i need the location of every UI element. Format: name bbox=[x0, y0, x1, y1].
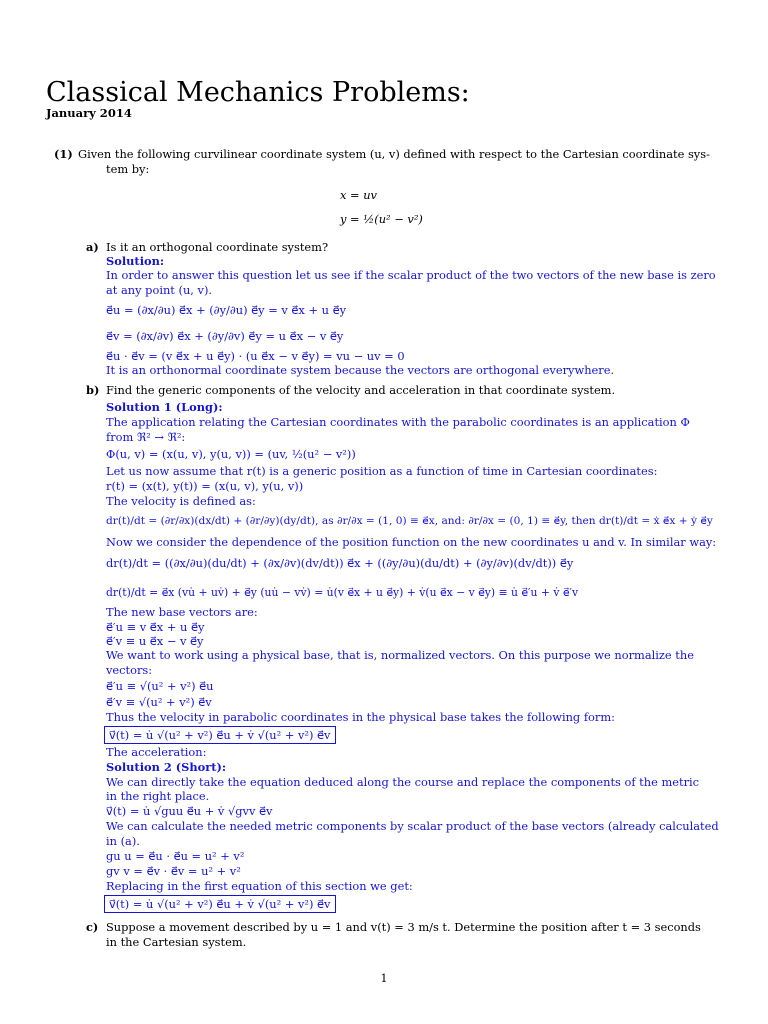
solution2-line: Replacing in the first equation of this section we get: bbox=[106, 879, 413, 893]
part-c-line1: Suppose a movement described by u = 1 and v(t) = 3 m/s t. Determine the position after t = 3 seconds bbox=[106, 920, 701, 934]
solution2-line: gu u = e⃗u · e⃗u = u² + v² bbox=[106, 849, 245, 863]
equation-x: x = uv bbox=[340, 188, 377, 202]
part-a-line: e⃗u · e⃗v = (v e⃗x + u e⃗y) · (u e⃗x − v e⃗y) = vu − uv = 0 bbox=[106, 349, 405, 363]
solution1-line: dr(t)/dt = (∂r/∂x)(dx/dt) + (∂r/∂y)(dy/dt), as ∂r/∂x = (1, 0) ≡ e⃗x, and: ∂r/∂x = (0, 1) ≡ e⃗y, then dr(t)/dt = ẋ e⃗x + ẏ e⃗y bbox=[106, 515, 713, 527]
solution1-line: e⃗′v ≡ u e⃗x − v e⃗y bbox=[106, 634, 204, 648]
page-number: 1 bbox=[380, 972, 388, 985]
part-a-line: In order to answer this question let us see if the scalar product of the two vectors of the new base is zero bbox=[106, 268, 716, 282]
problem-statement-line2: tem by: bbox=[106, 162, 150, 176]
solution2-line: in the right place. bbox=[106, 789, 210, 803]
part-a-label: a) bbox=[86, 240, 99, 254]
problem-statement-line1: Given the following curvilinear coordinate system (u, v) defined with respect to the Cartesian coordinate sys- bbox=[78, 147, 710, 161]
part-a-line: e⃗u = (∂x/∂u) e⃗x + (∂y/∂u) e⃗y = v e⃗x + u e⃗y bbox=[106, 303, 347, 317]
solution1-line: r(t) = (x(t), y(t)) = (x(u, v), y(u, v)) bbox=[106, 479, 304, 493]
solution1-line: e⃗′u ≡ v e⃗x + u e⃗y bbox=[106, 620, 205, 634]
page-date: January 2014 bbox=[46, 106, 132, 120]
solution1-line: The application relating the Cartesian coordinates with the parabolic coordinates is an application Φ bbox=[106, 415, 690, 429]
solution2-label: Solution 2 (Short): bbox=[106, 760, 227, 774]
solution1-line: dr(t)/dt = ((∂x/∂u)(du/dt) + (∂x/∂v)(dv/dt)) e⃗x + ((∂y/∂u)(du/dt) + (∂y/∂v)(dv/dt)) e⃗y bbox=[106, 556, 574, 570]
page-title: Classical Mechanics Problems: bbox=[46, 77, 470, 108]
part-a-question: Is it an orthogonal coordinate system? bbox=[106, 240, 329, 254]
part-b-label: b) bbox=[86, 383, 100, 397]
solution1-line: from ℜ² → ℜ²: bbox=[106, 430, 186, 444]
part-c-label: c) bbox=[86, 920, 99, 934]
solution1-line: e⃗′v ≡ √(u² + v²) e⃗v bbox=[106, 695, 212, 709]
part-a-solution-label: Solution: bbox=[106, 254, 165, 268]
solution1-line: Φ(u, v) = (x(u, v), y(u, v)) = (uv, ½(u² − v²)) bbox=[106, 447, 356, 461]
equation-y: y = ½(u² − v²) bbox=[340, 212, 423, 226]
part-a-line: e⃗v = (∂x/∂v) e⃗x + (∂y/∂v) e⃗y = u e⃗x − v e⃗y bbox=[106, 329, 344, 343]
solution1-line: We want to work using a physical base, that is, normalized vectors. On this purpose we normalize the bbox=[106, 648, 694, 662]
solution2-line: v⃗(t) = u̇ √guu e⃗u + v̇ √gvv e⃗v bbox=[106, 804, 273, 818]
solution2-line: in (a). bbox=[106, 834, 140, 848]
solution2-line: We can calculate the needed metric components by scalar product of the base vectors (already calculated bbox=[106, 819, 719, 833]
solution1-line: The new base vectors are: bbox=[106, 605, 258, 619]
solution1-label: Solution 1 (Long): bbox=[106, 400, 223, 414]
boxed-velocity-result: v⃗(t) = u̇ √(u² + v²) e⃗u + v̇ √(u² + v²) e⃗v bbox=[104, 726, 336, 744]
solution2-line: We can directly take the equation deduced along the course and replace the components of the metric bbox=[106, 775, 700, 789]
part-c-line2: in the Cartesian system. bbox=[106, 935, 247, 949]
problem-number: (1) bbox=[54, 147, 73, 161]
part-a-line: It is an orthonormal coordinate system because the vectors are orthogonal everywhere. bbox=[106, 363, 615, 377]
solution1-line: e⃗′u ≡ √(u² + v²) e⃗u bbox=[106, 679, 214, 693]
solution1-line: Thus the velocity in parabolic coordinates in the physical base takes the following form: bbox=[106, 710, 616, 724]
solution1-line: Let us now assume that r(t) is a generic position as a function of time in Cartesian coordinates: bbox=[106, 464, 658, 478]
solution2-line: gv v = e⃗v · e⃗v = u² + v² bbox=[106, 864, 241, 878]
solution1-line: The velocity is defined as: bbox=[106, 494, 256, 508]
solution1-line: Now we consider the dependence of the position function on the new coordinates u and v. In similar way: bbox=[106, 535, 717, 549]
acceleration-label: The acceleration: bbox=[106, 745, 207, 759]
part-b-question: Find the generic components of the velocity and acceleration in that coordinate system. bbox=[106, 383, 616, 397]
solution1-line: dr(t)/dt = e⃗x (vu̇ + uv̇) + e⃗y (uu̇ − vv̇) = u̇(v e⃗x + u e⃗y) + v̇(u e⃗x − v e⃗y) ≡ u̇ e⃗′u + v̇ e⃗′v bbox=[106, 586, 579, 599]
solution1-line: vectors: bbox=[106, 663, 153, 677]
part-a-line: at any point (u, v). bbox=[106, 283, 213, 297]
boxed-velocity-result: v⃗(t) = u̇ √(u² + v²) e⃗u + v̇ √(u² + v²) e⃗v bbox=[104, 895, 336, 913]
